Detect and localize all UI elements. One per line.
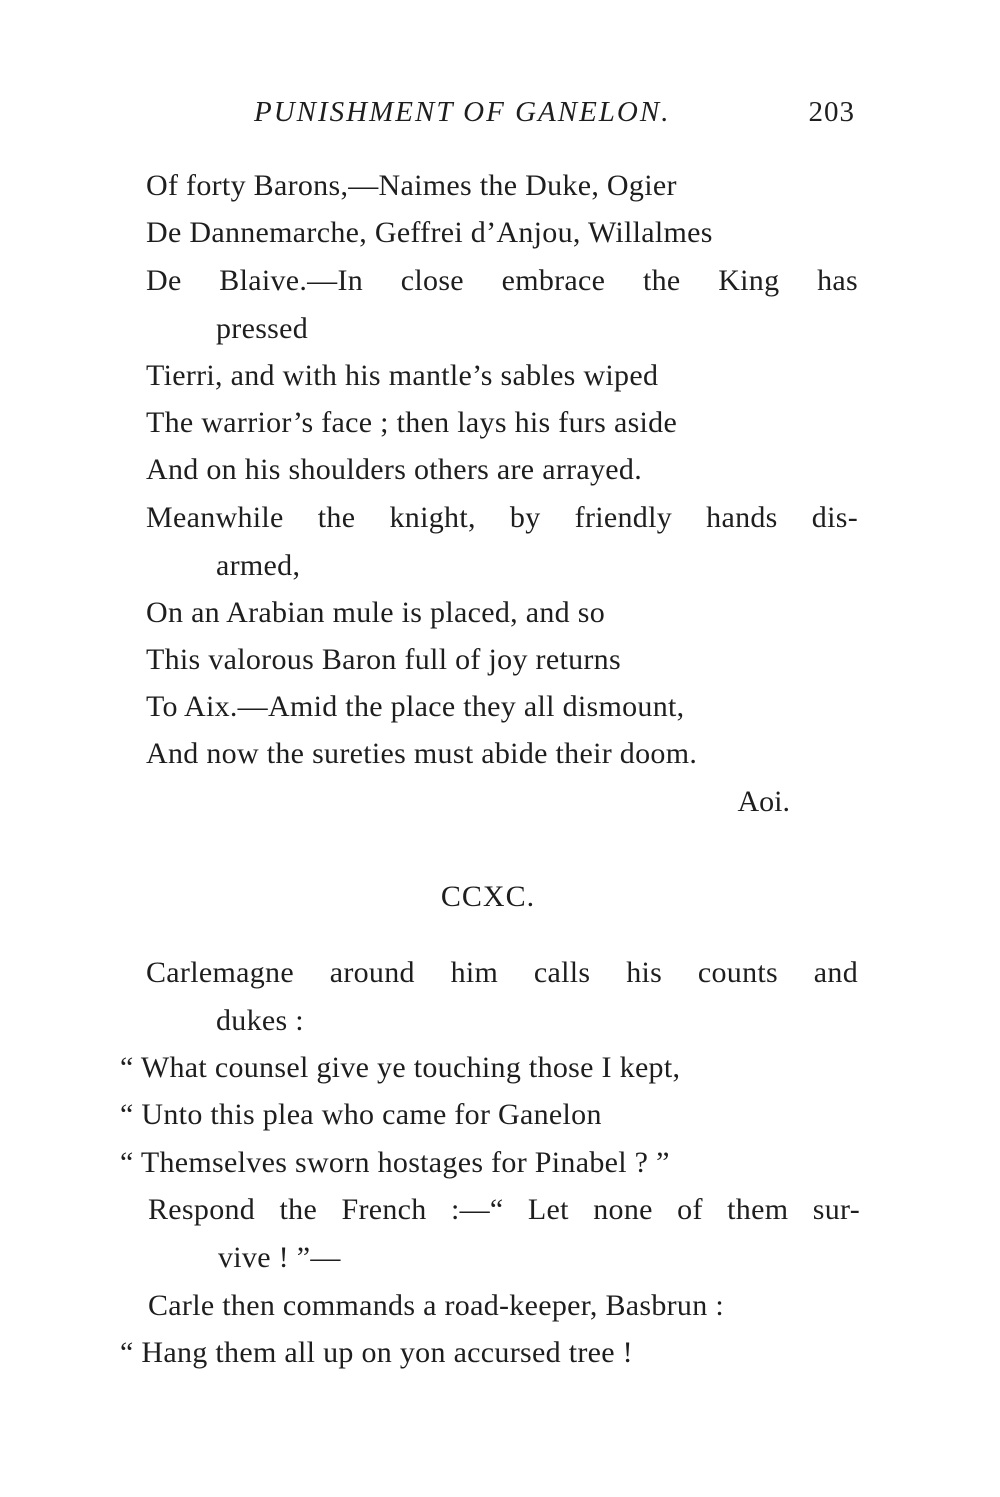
refrain-aoi: Aoi. xyxy=(737,785,790,818)
verse-line: This valorous Baron full of joy returns xyxy=(146,643,621,676)
section-number: CCXC. xyxy=(440,880,536,913)
verse-line: De Blaive.—In close embrace the King has xyxy=(146,264,858,297)
verse-line: On an Arabian mule is placed, and so xyxy=(146,596,606,629)
verse-line: Of forty Barons,—Naimes the Duke, Ogier xyxy=(146,169,677,202)
verse-line: Carle then commands a road-keeper, Basbrun : xyxy=(148,1289,724,1322)
verse-line: The warrior’s face ; then lays his furs aside xyxy=(146,406,678,439)
verse-line: “ What counsel give ye touching those I kept, xyxy=(120,1051,681,1084)
verse-line-continuation: pressed xyxy=(216,312,309,345)
verse-line: “ Themselves sworn hostages for Pinabel ? ” xyxy=(120,1146,670,1179)
verse-line: “ Unto this plea who came for Ganelon xyxy=(120,1098,602,1131)
verse-line: And on his shoulders others are arrayed. xyxy=(146,453,643,486)
verse-line: Tierri, and with his mantle’s sables wiped xyxy=(146,359,659,392)
verse-line: To Aix.—Amid the place they all dismount, xyxy=(146,690,685,723)
verse-line: “ Hang them all up on yon accursed tree ! xyxy=(120,1336,633,1369)
verse-line: Respond the French :—“ Let none of them sur- xyxy=(148,1193,860,1226)
section-heading xyxy=(0,880,1000,914)
verse-line-continuation: vive ! ”— xyxy=(218,1241,341,1274)
page-number: 203 xyxy=(808,96,855,128)
verse-line: De Dannemarche, Geffrei d’Anjou, Willalmes xyxy=(146,216,713,249)
verse-line-continuation: armed, xyxy=(216,549,301,582)
page-header xyxy=(0,96,1000,136)
verse-line-continuation: dukes : xyxy=(216,1004,304,1037)
verse-line: Carlemagne around him calls his counts and xyxy=(146,956,858,989)
running-title: PUNISHMENT OF GANELON. xyxy=(254,96,671,128)
verse-line: Meanwhile the knight, by friendly hands dis- xyxy=(146,501,858,534)
verse-line: And now the sureties must abide their doom. xyxy=(146,737,698,770)
